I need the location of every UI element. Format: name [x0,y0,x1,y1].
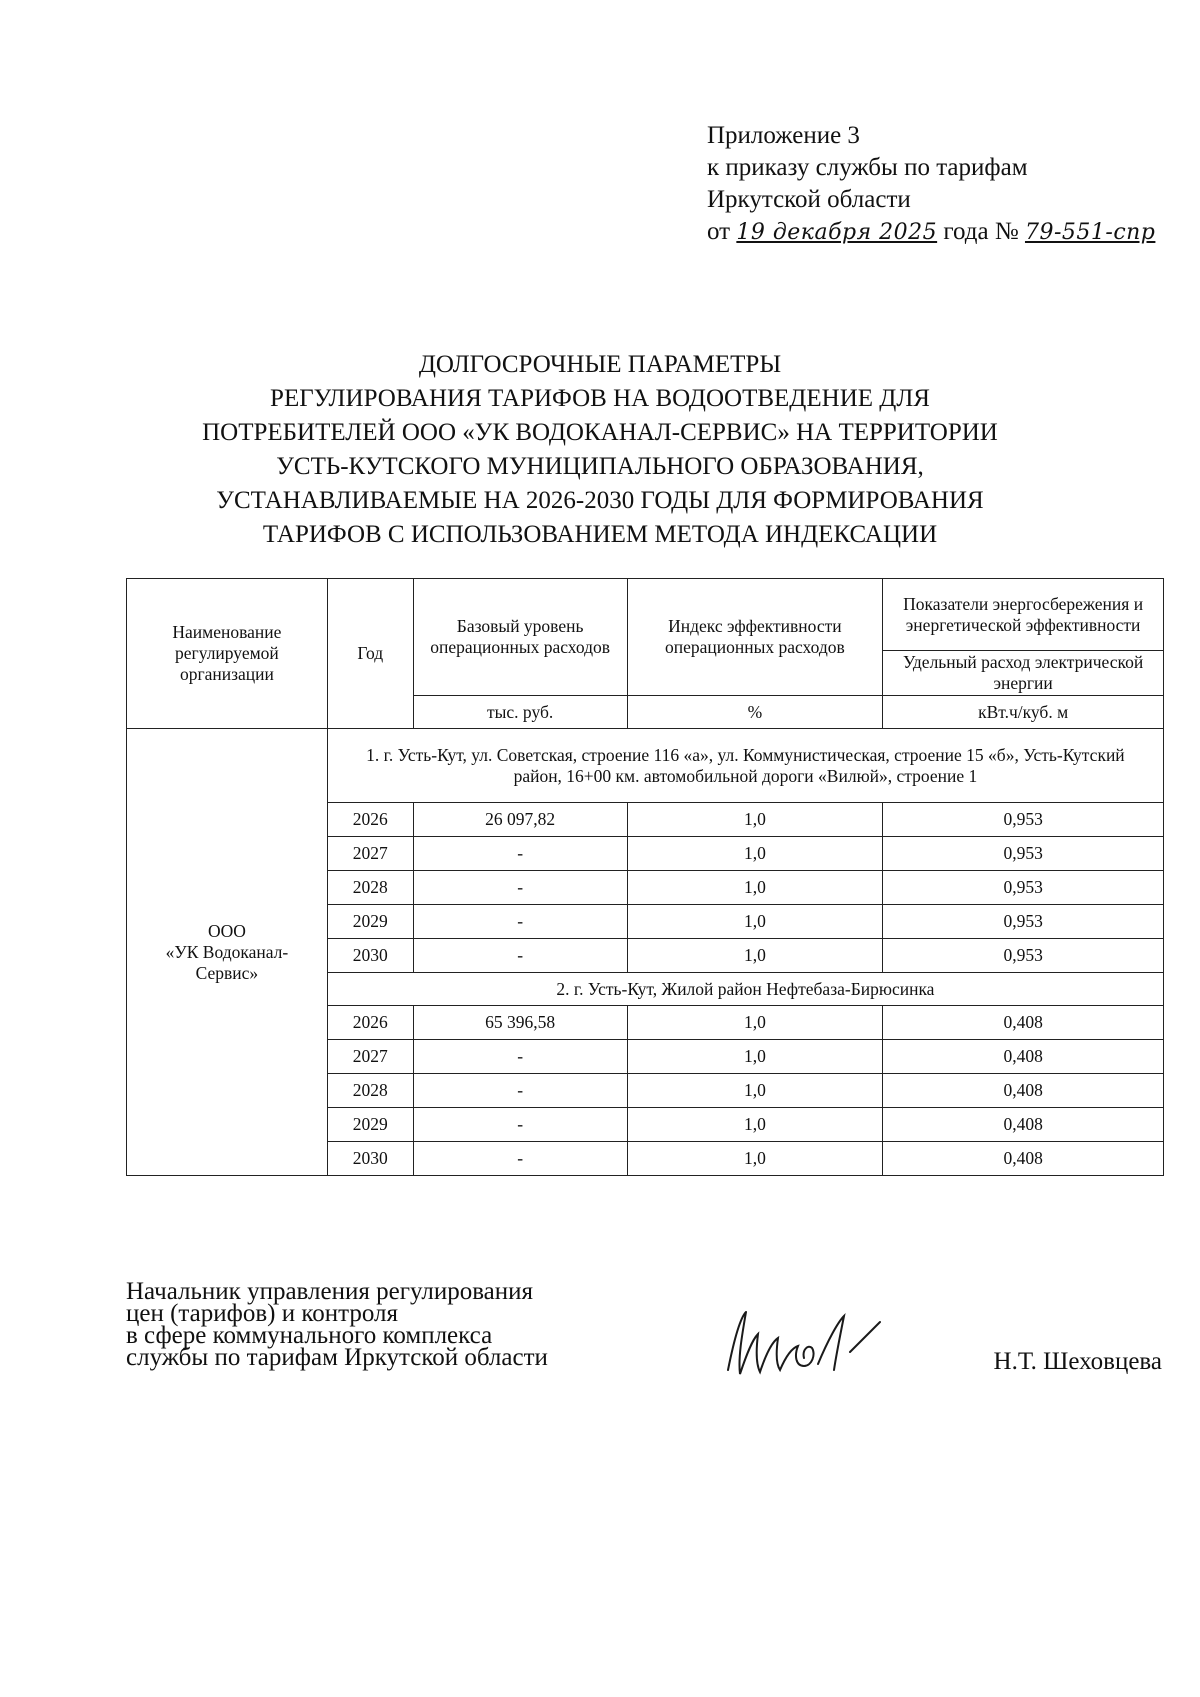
position-line: в сфере коммунального комплекса [126,1322,493,1349]
org-line: Сервис» [195,962,259,983]
year-number-label: года № [943,218,1019,245]
cell-index: 1,0 [627,905,883,939]
org-line: ООО [207,920,246,941]
handwritten-date: 19 декабря 2025 [736,220,938,245]
title-line: ТАРИФОВ С ИСПОЛЬЗОВАНИЕМ МЕТОДА ИНДЕКСАЦИИ [262,521,938,548]
position-line: службы по тарифам Иркутской области [126,1344,548,1371]
appendix-region: Иркутской области [707,186,911,213]
section-title: 2. г. Усть-Кут, Жилой район Нефтебаза-Бирюсинка [327,973,1163,1006]
cell-year: 2028 [327,871,413,905]
cell-base: - [413,1040,627,1074]
cell-energy: 0,953 [883,871,1164,905]
handwritten-order-number: 79-551-спр [1024,220,1156,245]
cell-year: 2030 [327,1142,413,1176]
cell-base: - [413,1142,627,1176]
title-line: ДОЛГОСРОЧНЫЕ ПАРАМЕТРЫ [418,351,782,378]
cell-base: - [413,837,627,871]
title-line: УСТАНАВЛИВАЕМЫЕ НА 2026-2030 ГОДЫ ДЛЯ ФОРМИРОВАНИЯ [216,487,984,514]
cell-index: 1,0 [627,939,883,973]
cell-base: - [413,905,627,939]
cell-base: - [413,871,627,905]
signatory-position [126,1278,548,1371]
appendix-date-line [707,216,1155,249]
cell-energy: 0,953 [883,803,1164,837]
cell-base: - [413,1074,627,1108]
appendix-number: Приложение 3 [707,122,860,149]
cell-energy: 0,408 [883,1006,1164,1040]
cell-year: 2026 [327,803,413,837]
from-label: от [707,218,731,245]
cell-index: 1,0 [627,1142,883,1176]
organization-name [127,729,328,1176]
cell-index: 1,0 [627,803,883,837]
cell-year: 2027 [327,837,413,871]
appendix-header [707,120,1155,249]
appendix-order-ref: к приказу службы по тарифам [707,154,1028,181]
header-energy-specific: Удельный расход электрической энергии [883,651,1164,696]
cell-base: - [413,939,627,973]
cell-index: 1,0 [627,1074,883,1108]
handwritten-signature [720,1300,920,1390]
cell-energy: 0,408 [883,1108,1164,1142]
cell-base: - [413,1108,627,1142]
title-line: РЕГУЛИРОВАНИЯ ТАРИФОВ НА ВОДООТВЕДЕНИЕ ДЛЯ [270,385,930,412]
cell-index: 1,0 [627,1006,883,1040]
cell-base: 26 097,82 [413,803,627,837]
org-line: «УК Водоканал- [165,941,289,962]
cell-year: 2029 [327,905,413,939]
section-title: 1. г. Усть-Кут, ул. Советская, строение 116 «а», ул. Коммунистическая, строение 15 «б», Усть-Кутский район, 16+00 км. автомобильной дороги «Вилюй», строение 1 [327,729,1163,803]
header-energy-group: Показатели энергосбережения и энергетической эффективности [883,579,1164,651]
header-efficiency-index: Индекс эффективности операционных расходов [627,579,883,696]
unit-index: % [627,696,883,729]
cell-index: 1,0 [627,871,883,905]
cell-energy: 0,408 [883,1074,1164,1108]
cell-index: 1,0 [627,1040,883,1074]
cell-energy: 0,953 [883,939,1164,973]
header-year: Год [327,579,413,729]
header-base-level: Базовый уровень операционных расходов [413,579,627,696]
cell-index: 1,0 [627,837,883,871]
unit-base: тыс. руб. [413,696,627,729]
unit-energy: кВт.ч/куб. м [883,696,1164,729]
header-organization: Наименование регулируемой организации [127,579,328,729]
tariff-parameters-table [126,578,1164,1176]
cell-energy: 0,408 [883,1040,1164,1074]
signer-name: Н.Т. Шеховцева [993,1348,1162,1375]
cell-energy: 0,408 [883,1142,1164,1176]
position-line: Начальник управления регулирования [126,1278,534,1305]
cell-year: 2027 [327,1040,413,1074]
cell-base: 65 396,58 [413,1006,627,1040]
cell-year: 2030 [327,939,413,973]
title-line: ПОТРЕБИТЕЛЕЙ ООО «УК ВОДОКАНАЛ-СЕРВИС» НА ТЕРРИТОРИИ [202,419,998,446]
title-line: УСТЬ-КУТСКОГО МУНИЦИПАЛЬНОГО ОБРАЗОВАНИЯ, [276,453,924,480]
cell-energy: 0,953 [883,905,1164,939]
cell-index: 1,0 [627,1108,883,1142]
document-title [180,348,1020,552]
cell-year: 2028 [327,1074,413,1108]
cell-year: 2026 [327,1006,413,1040]
cell-year: 2029 [327,1108,413,1142]
position-line: цен (тарифов) и контроля [126,1300,398,1327]
cell-energy: 0,953 [883,837,1164,871]
